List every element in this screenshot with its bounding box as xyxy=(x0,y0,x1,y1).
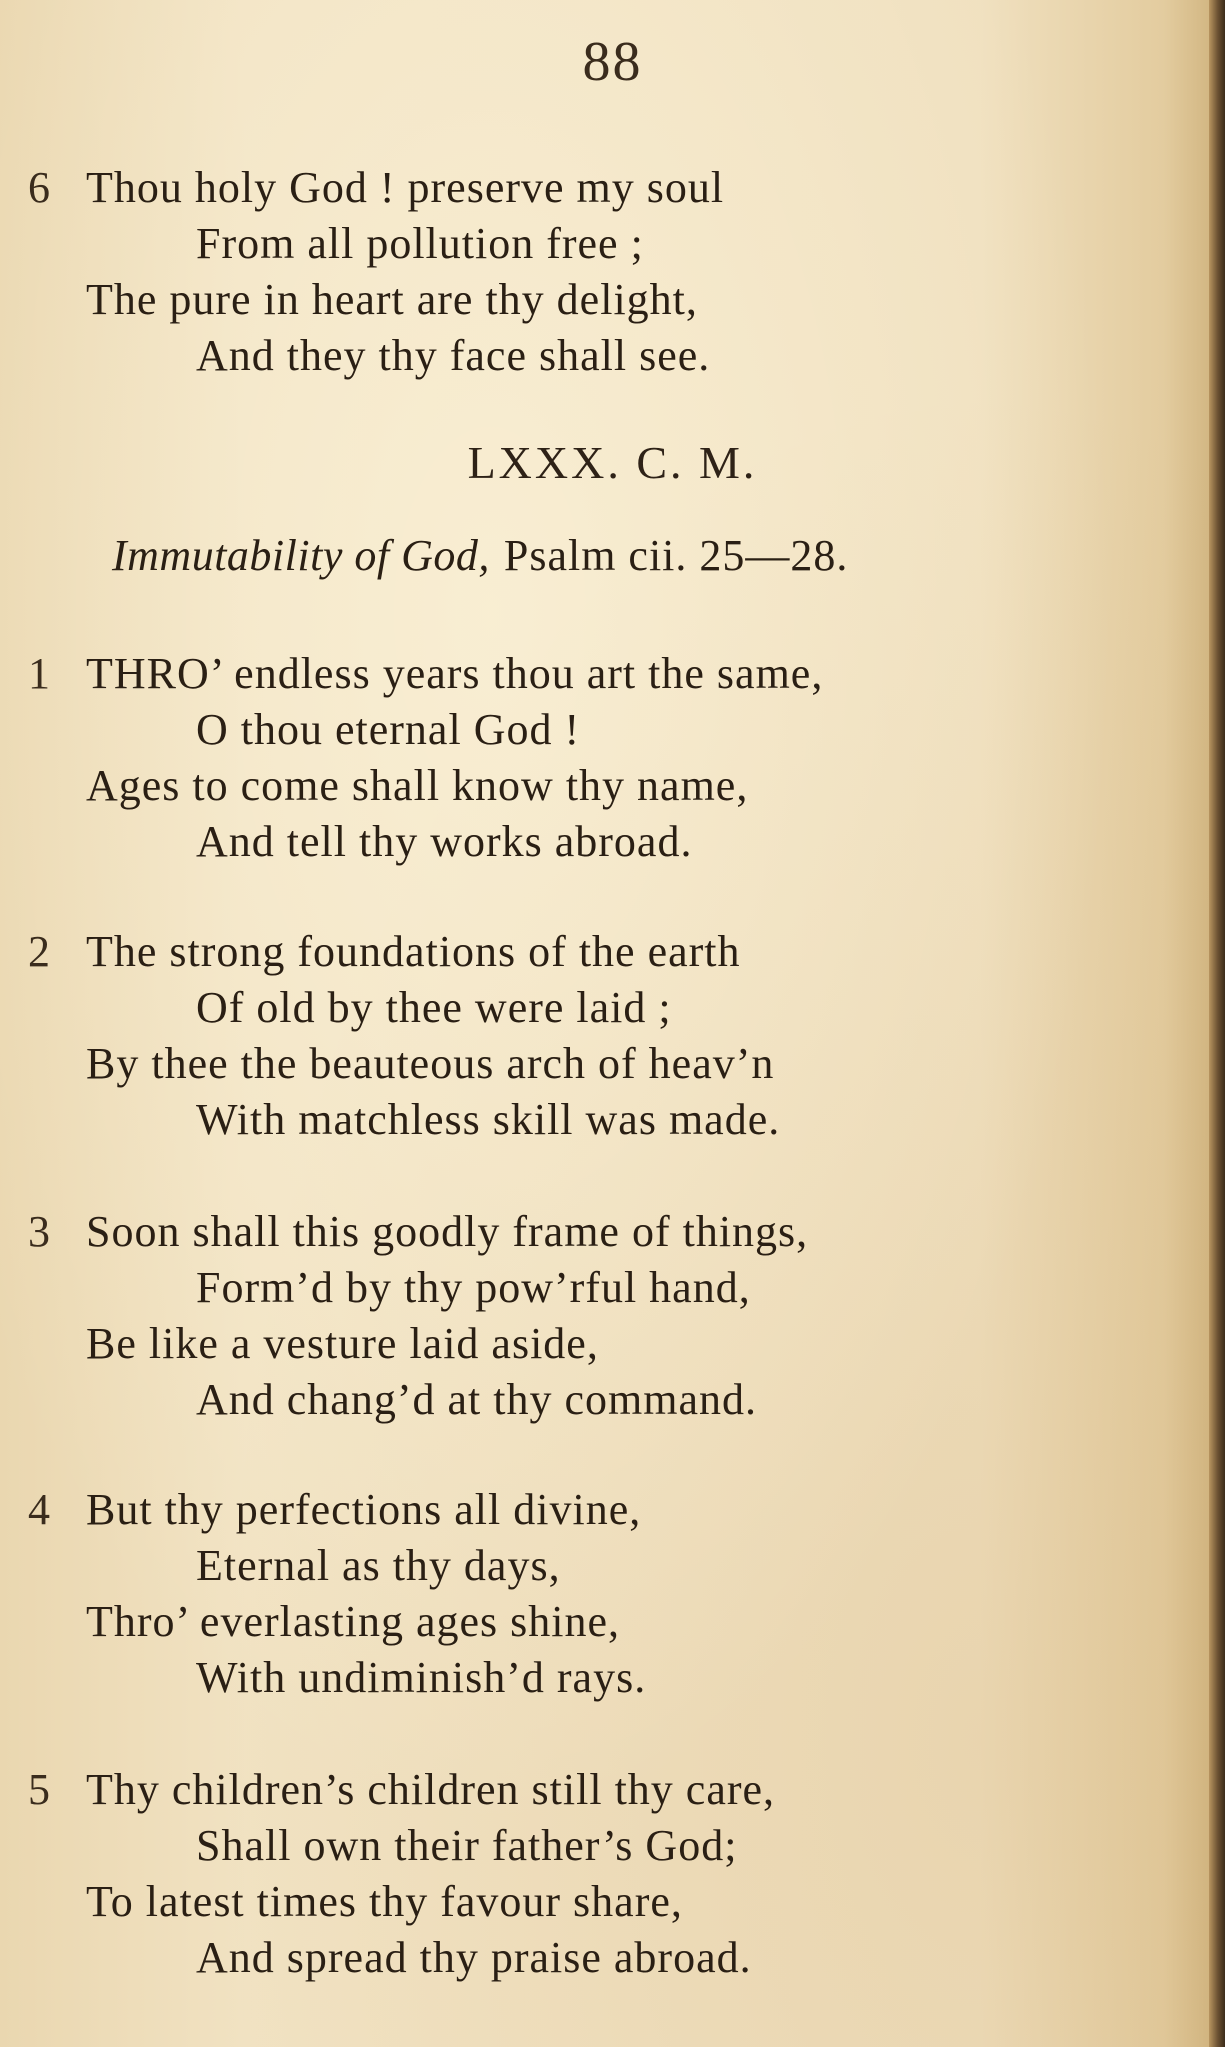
verse-line: Ages to come shall know thy name, xyxy=(86,761,749,810)
hymn-subject-text: Immutability of God, xyxy=(112,531,490,580)
verse-line: And spread thy praise abroad. xyxy=(196,1933,752,1982)
hymn-title: LXXX. C. M. xyxy=(467,437,758,488)
verse-line: The pure in heart are thy delight, xyxy=(86,275,698,324)
verse-line: THRO’ endless years thou art the same, xyxy=(86,649,824,698)
verse-line: Soon shall this goodly frame of things, xyxy=(86,1207,809,1256)
verse-line: Thro’ everlasting ages shine, xyxy=(86,1597,621,1646)
verse-line: With undiminish’d rays. xyxy=(196,1653,647,1702)
verse-line: To latest times thy favour share, xyxy=(86,1877,683,1926)
verse-line: From all pollution free ; xyxy=(196,219,644,268)
verse-line: The strong foundations of the earth xyxy=(86,927,741,976)
stanza-number: 4 xyxy=(28,1485,50,1534)
verse-line: Form’d by thy pow’rful hand, xyxy=(196,1263,751,1312)
verse-line: Be like a vesture laid aside, xyxy=(86,1319,599,1368)
verse-line: Eternal as thy days, xyxy=(196,1541,561,1590)
stanza-number: 1 xyxy=(28,649,50,698)
page-number: 88 xyxy=(582,31,643,93)
verse-line: By thee the beauteous arch of heav’n xyxy=(86,1039,775,1088)
verse-line: O thou eternal God ! xyxy=(196,705,581,754)
stanza-number: 3 xyxy=(28,1207,50,1256)
stanza-number: 2 xyxy=(28,927,50,976)
hymn-subject xyxy=(112,530,848,581)
verse-line: Thy children’s children still thy care, xyxy=(86,1765,776,1814)
stanza-number: 5 xyxy=(28,1765,50,1814)
verse-line: With matchless skill was made. xyxy=(196,1095,781,1144)
verse-line: And chang’d at thy command. xyxy=(196,1375,757,1424)
stanza-number: 6 xyxy=(28,163,50,212)
book-spine xyxy=(1209,0,1225,2047)
verse-line: Thou holy God ! preserve my soul xyxy=(86,163,725,212)
verse-line: But thy perfections all divine, xyxy=(86,1485,642,1534)
verse-line: And they thy face shall see. xyxy=(196,331,711,380)
verse-line: Shall own their father’s God; xyxy=(196,1821,738,1870)
hymn-reference: Psalm cii. 25—28. xyxy=(503,531,849,580)
verse-line: Of old by thee were laid ; xyxy=(196,983,672,1032)
verse-line: And tell thy works abroad. xyxy=(196,817,693,866)
